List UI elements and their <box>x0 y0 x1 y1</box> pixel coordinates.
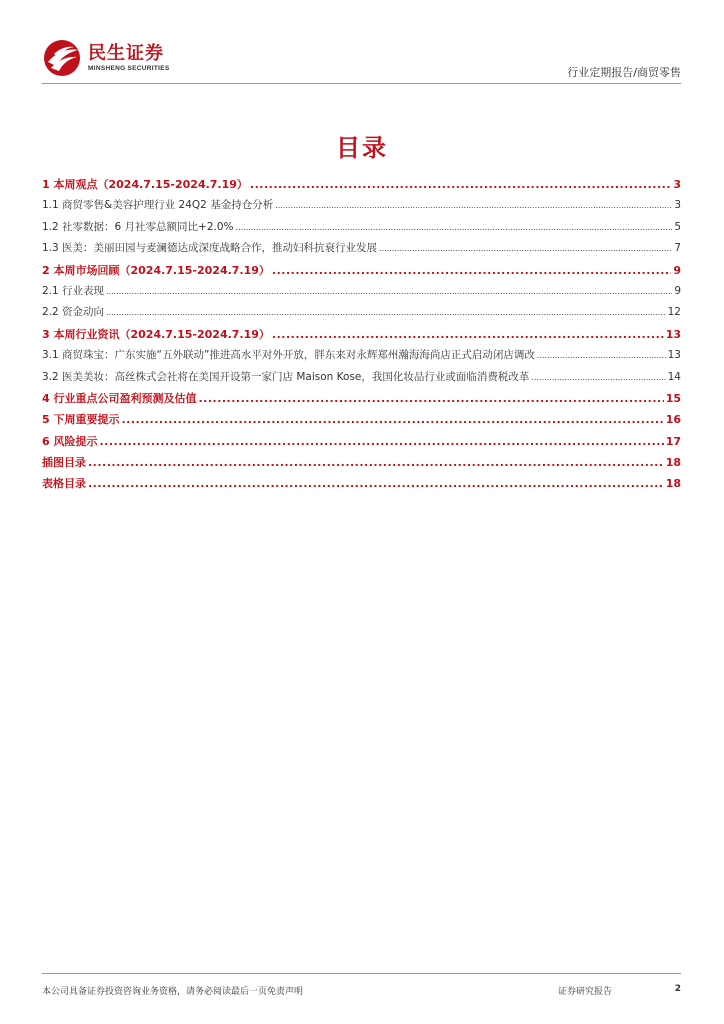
toc-entry-title[interactable]: 1.3 医美：美丽田园与麦澜德达成深度战略合作，推动妇科抗衰行业发展 <box>42 242 378 255</box>
toc-entry-title[interactable]: 2.1 行业表现 <box>42 284 105 297</box>
toc-entry-title[interactable]: 3.1 商贸珠宝：广东实施“五外联动”推进高水平对外开放，胖东来对永辉郑州瀚海海尚店正式启动闭店调改 <box>42 349 535 362</box>
toc-leader-dots <box>106 281 672 302</box>
toc-leader-dots <box>88 473 664 494</box>
toc-entry[interactable] <box>42 260 681 281</box>
toc-entry[interactable] <box>42 431 681 452</box>
toc-entry[interactable] <box>42 409 681 430</box>
logo-chinese-name: 民生证券 <box>88 43 164 64</box>
toc-leader-dots <box>537 345 666 366</box>
toc-entry[interactable] <box>42 238 681 259</box>
toc-leader-dots <box>236 217 673 238</box>
toc-entry-page[interactable]: 3 <box>674 199 681 212</box>
toc-entry-title[interactable]: 插图目录 <box>42 456 86 470</box>
page-number: 2 <box>674 984 681 994</box>
toc-entry[interactable] <box>42 345 681 366</box>
page-header <box>42 38 681 84</box>
toc-entry-title[interactable]: 3.2 医美美妆：高丝株式会社将在美国开设第一家门店 Maison Kose，我国化妆品行业或面临消费税改革 <box>42 370 530 383</box>
footer-divider <box>42 973 681 974</box>
toc-leader-dots <box>121 409 663 430</box>
toc-entry[interactable] <box>42 302 681 323</box>
toc-entry-title[interactable]: 2 本周市场回顾（2024.7.15-2024.7.19） <box>42 263 270 277</box>
toc-entry-title[interactable]: 1.1 商贸零售&美容护理行业 24Q2 基金持仓分析 <box>42 199 274 212</box>
toc-entry-page[interactable]: 14 <box>667 370 681 383</box>
toc-entry[interactable] <box>42 452 681 473</box>
toc-entry-page[interactable]: 18 <box>665 456 681 470</box>
toc-leader-dots <box>198 388 663 409</box>
toc-entry[interactable] <box>42 473 681 494</box>
toc-entry-page[interactable]: 18 <box>665 477 681 491</box>
toc-entry[interactable] <box>42 217 681 238</box>
footer-disclaimer: 本公司具备证券投资咨询业务资格，请务必阅读最后一页免责声明 <box>42 987 304 997</box>
minsheng-logo-icon <box>42 38 82 78</box>
toc-entry-title[interactable]: 1.2 社零数据：6 月社零总额同比+2.0% <box>42 220 234 233</box>
toc-leader-dots <box>272 324 664 345</box>
header-divider <box>42 83 681 84</box>
toc-entry-page[interactable]: 17 <box>665 434 681 448</box>
toc-entry-page[interactable]: 3 <box>673 178 681 191</box>
toc-leader-dots <box>250 174 671 195</box>
table-of-contents <box>42 174 681 495</box>
toc-entry-title[interactable]: 6 风险提示 <box>42 434 98 448</box>
toc-entry-page[interactable]: 5 <box>674 220 681 233</box>
toc-entry-title[interactable]: 2.2 资金动向 <box>42 306 105 319</box>
toc-entry-page[interactable]: 9 <box>673 263 681 277</box>
toc-entry[interactable] <box>42 388 681 409</box>
toc-entry-page[interactable]: 13 <box>665 327 681 341</box>
toc-entry-page[interactable]: 9 <box>674 284 681 297</box>
toc-leader-dots <box>275 195 672 216</box>
toc-leader-dots <box>531 367 665 388</box>
toc-entry-page[interactable]: 15 <box>665 391 681 405</box>
toc-leader-dots <box>88 452 664 473</box>
toc-entry[interactable] <box>42 281 681 302</box>
toc-leader-dots <box>272 260 671 281</box>
toc-entry[interactable] <box>42 367 681 388</box>
footer-report-type: 证券研究报告 <box>558 987 613 997</box>
toc-entry-page[interactable]: 12 <box>667 306 681 319</box>
toc-entry-page[interactable]: 16 <box>665 413 681 427</box>
toc-entry-page[interactable]: 7 <box>674 242 681 255</box>
toc-entry[interactable] <box>42 195 681 216</box>
toc-entry-page[interactable]: 13 <box>667 349 681 362</box>
toc-entry[interactable] <box>42 174 681 195</box>
toc-entry-title[interactable]: 1 本周观点（2024.7.15-2024.7.19） <box>42 178 248 191</box>
company-logo <box>42 38 170 78</box>
toc-leader-dots <box>379 238 672 259</box>
toc-entry-title[interactable]: 3 本周行业资讯（2024.7.15-2024.7.19） <box>42 327 270 341</box>
toc-leader-dots <box>99 431 663 452</box>
page-title: 目录 <box>336 134 388 162</box>
toc-leader-dots <box>106 302 666 323</box>
toc-entry-title[interactable]: 表格目录 <box>42 477 86 491</box>
toc-entry[interactable] <box>42 324 681 345</box>
toc-entry-title[interactable]: 4 行业重点公司盈利预测及估值 <box>42 391 197 405</box>
toc-entry-title[interactable]: 5 下周重要提示 <box>42 413 120 427</box>
logo-english-name: MINSHENG SECURITIES <box>88 65 170 72</box>
document-category: 行业定期报告/商贸零售 <box>567 66 681 79</box>
